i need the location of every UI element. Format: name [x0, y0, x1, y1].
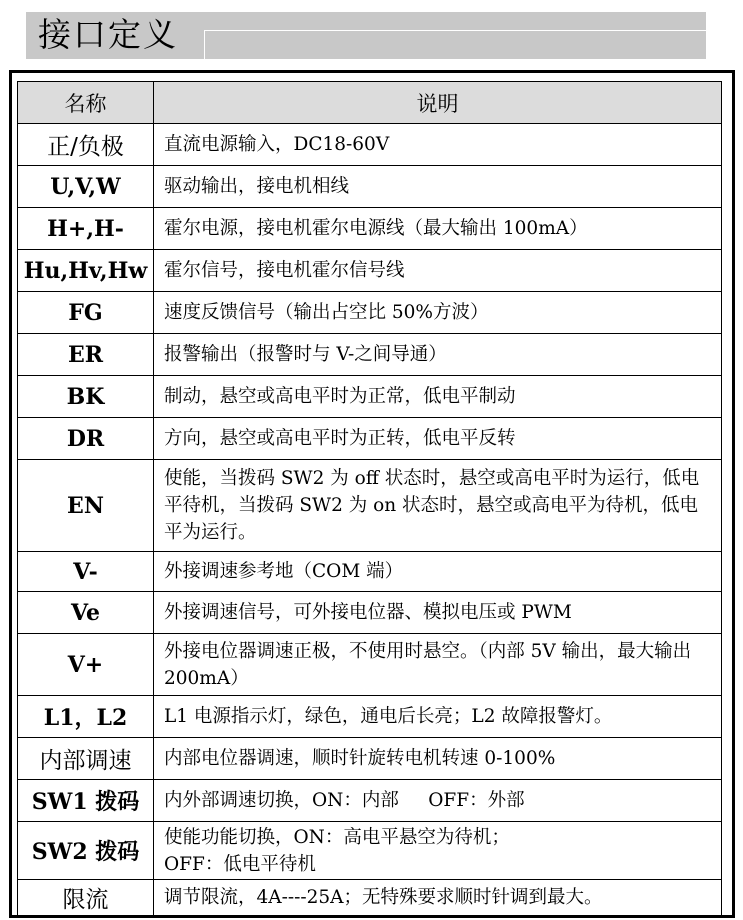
row-name: SW2 拨码 [18, 822, 154, 880]
row-name: H+,H- [18, 208, 154, 250]
row-desc: 使能，当拨码 SW2 为 off 状态时，悬空或高电平时为运行，低电平待机，当拨码 SW2 为 on 状态时，悬空或高电平为待机，低电平为运行。 [154, 460, 722, 552]
row-desc: 直流电源输入，DC18-60V [154, 124, 722, 166]
header-desc: 说明 [154, 82, 722, 124]
row-name: U,V,W [18, 166, 154, 208]
table-row [18, 552, 722, 592]
table-row [18, 292, 722, 334]
row-desc: 使能功能切换，ON：高电平悬空为待机； OFF：低电平待机 [154, 822, 722, 880]
row-name: ER [18, 334, 154, 376]
table-header-row [18, 82, 722, 124]
table-row [18, 696, 722, 738]
row-desc: L1 电源指示灯，绿色，通电后长亮；L2 故障报警灯。 [154, 696, 722, 738]
row-desc: 霍尔电源，接电机霍尔电源线（最大输出 100mA） [154, 208, 722, 250]
section-title: 接口定义 [38, 15, 178, 54]
row-desc: 速度反馈信号（输出占空比 50%方波） [154, 292, 722, 334]
row-name: FG [18, 292, 154, 334]
table-row [18, 334, 722, 376]
row-name: EN [18, 460, 154, 552]
row-desc: 霍尔信号，接电机霍尔信号线 [154, 250, 722, 292]
row-desc: 外接调速参考地（COM 端） [154, 552, 722, 592]
table-row [18, 822, 722, 880]
interface-definition-table [17, 81, 722, 916]
section-title-bar [26, 12, 706, 59]
table-row [18, 250, 722, 292]
table-row [18, 592, 722, 634]
row-name: 限流 [18, 880, 154, 916]
row-name: V- [18, 552, 154, 592]
row-name: DR [18, 418, 154, 460]
table-row [18, 376, 722, 418]
table-row [18, 780, 722, 822]
row-name: SW1 拨码 [18, 780, 154, 822]
table-row [18, 880, 722, 916]
row-name: 内部调速 [18, 738, 154, 780]
header-name: 名称 [18, 82, 154, 124]
row-desc: 方向，悬空或高电平时为正转，低电平反转 [154, 418, 722, 460]
table-row [18, 208, 722, 250]
table-row [18, 166, 722, 208]
row-name: 正/负极 [18, 124, 154, 166]
table-row [18, 124, 722, 166]
row-desc: 调节限流，4A----25A；无特殊要求顺时针调到最大。 [154, 880, 722, 916]
row-desc: 驱动输出，接电机相线 [154, 166, 722, 208]
row-name: Hu,Hv,Hw [18, 250, 154, 292]
row-desc: 制动，悬空或高电平时为正常，低电平制动 [154, 376, 722, 418]
table-row [18, 418, 722, 460]
row-name: BK [18, 376, 154, 418]
title-bar-bevel [204, 30, 706, 59]
table-row [18, 738, 722, 780]
row-desc: 外接电位器调速正极，不使用时悬空。（内部 5V 输出，最大输出 200mA） [154, 634, 722, 696]
table-row [18, 460, 722, 552]
row-name: L1，L2 [18, 696, 154, 738]
row-name: V+ [18, 634, 154, 696]
row-desc: 内外部调速切换，ON：内部 OFF：外部 [154, 780, 722, 822]
table-row [18, 634, 722, 696]
row-name: Ve [18, 592, 154, 634]
row-desc: 报警输出（报警时与 V-之间导通） [154, 334, 722, 376]
row-desc: 内部电位器调速，顺时针旋转电机转速 0-100% [154, 738, 722, 780]
row-desc: 外接调速信号，可外接电位器、模拟电压或 PWM [154, 592, 722, 634]
